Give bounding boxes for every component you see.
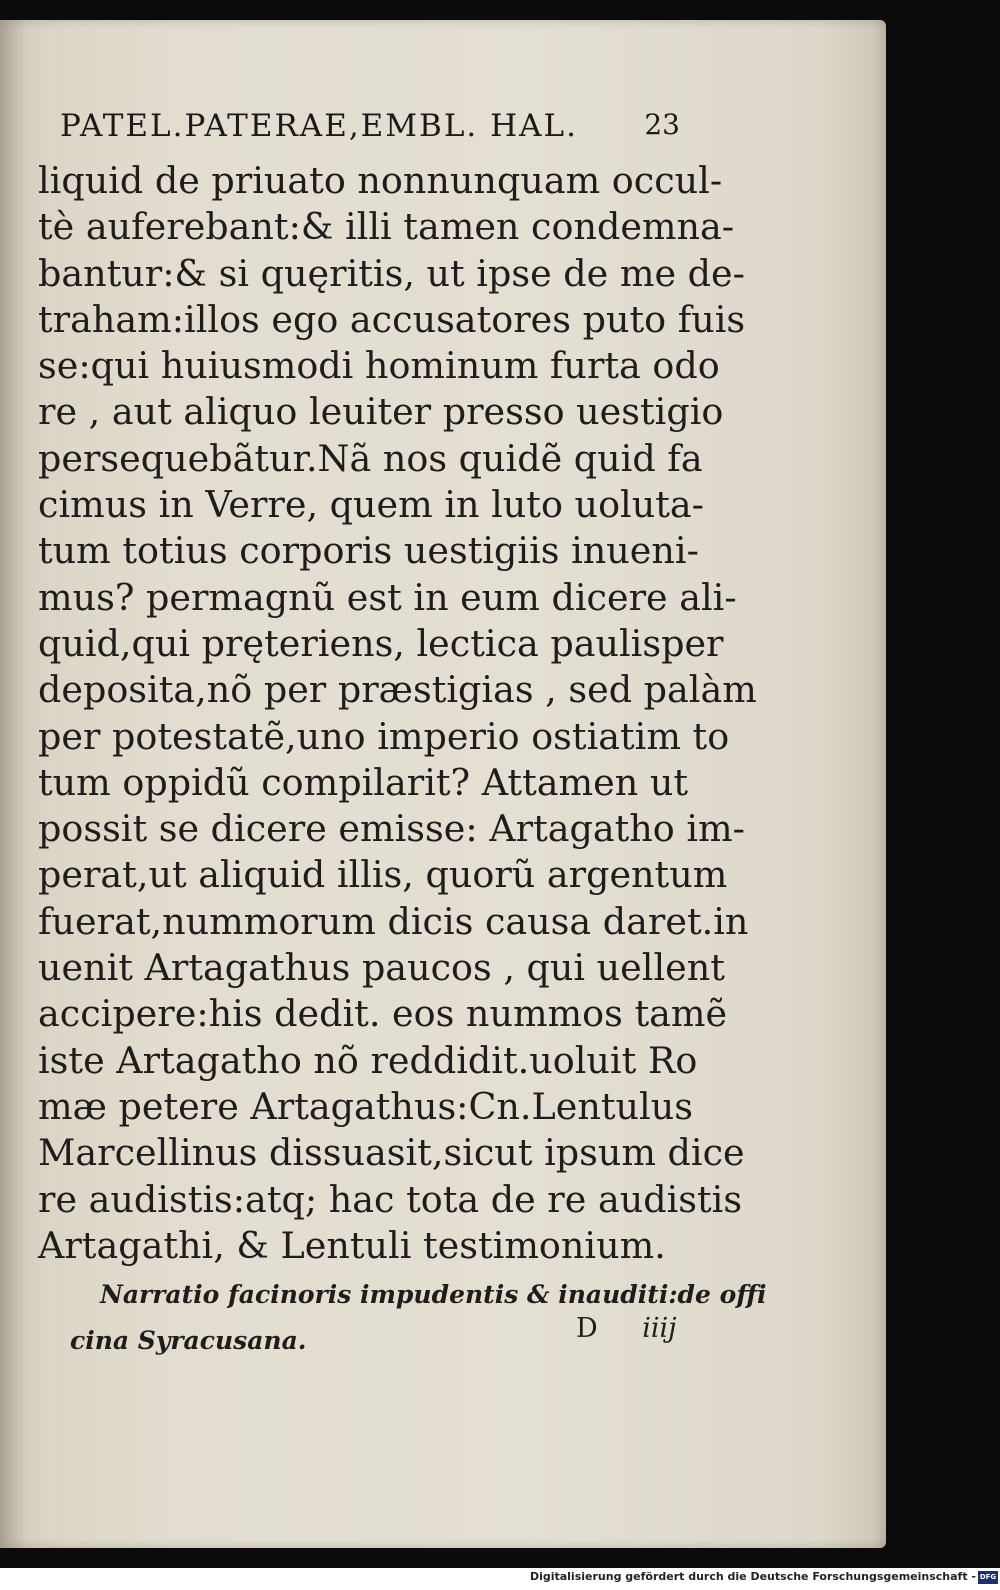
- text-line: se:qui huiusmodi hominum furta odo: [38, 344, 720, 388]
- page-header: [60, 108, 680, 144]
- text-line: possit se dicere emisse: Artagatho im-: [38, 807, 745, 851]
- text-line: persequebãtur.Nã nos quidẽ quid fa: [38, 436, 703, 480]
- text-line: cimus in Verre, quem in luto uoluta-: [38, 483, 704, 527]
- text-line: tum oppidũ compilarit? Attamen ut: [38, 760, 689, 804]
- text-line: Marcellinus dissuasit,sicut ipsum dice: [38, 1131, 745, 1175]
- gutter-shadow: [0, 20, 28, 1548]
- text-line: accipere:his dedit. eos nummos tamẽ: [38, 992, 728, 1036]
- text-line: deposita,nõ per præstigias , sed palàm: [38, 668, 757, 712]
- text-line: traham:illos ego accusatores puto fuis: [38, 297, 746, 341]
- marginal-note-line: Narratio facinoris impudentis & inauditi:de offi: [100, 1280, 767, 1309]
- text-line: re , aut aliquo leuiter presso uestigio: [38, 390, 724, 434]
- text-line: tè auferebant:& illi tamen condemna-: [38, 205, 735, 249]
- signature-number: iiij: [642, 1313, 677, 1344]
- text-line: liquid de priuato nonnunquam occul-: [38, 159, 723, 202]
- text-line: re audistis:atq; hac tota de re audistis: [38, 1177, 743, 1221]
- text-line: tum totius corporis uestigiis inueni-: [38, 529, 699, 573]
- digitization-credit: Digitalisierung gefördert durch die Deutsche Forschungsgemeinschaft -: [529, 1570, 976, 1583]
- text-line: perat,ut aliquid illis, quorũ argentum: [38, 853, 728, 897]
- running-head: PATEL.PATERAE,EMBL. HAL.: [60, 108, 578, 144]
- text-line: bantur:& si quęritis, ut ipse de me de-: [38, 251, 745, 295]
- body-text: [38, 158, 757, 1269]
- text-line: fuerat,nummorum dicis causa daret.in: [38, 899, 749, 943]
- text-line: uenit Artagathus paucos , qui uellent: [38, 946, 725, 990]
- text-line: per potestatẽ,uno imperio ostiatim to: [38, 714, 730, 758]
- signature-mark: [576, 1313, 677, 1344]
- signature-letter: D: [576, 1313, 598, 1344]
- folio-number: 23: [644, 108, 680, 141]
- text-line: mæ petere Artagathus:Cn.Lentulus: [38, 1084, 693, 1128]
- text-line: iste Artagatho nõ reddidit.uoluit Ro: [38, 1038, 698, 1082]
- text-line: quid,qui pręteriens, lectica paulisper: [38, 621, 724, 665]
- footer-bar: [0, 1568, 1000, 1590]
- text-line: Artagathi, & Lentuli testimonium.: [38, 1223, 666, 1267]
- dfg-logo: DFG: [978, 1571, 998, 1584]
- text-line: mus? permagnũ est in eum dicere ali-: [38, 575, 737, 619]
- book-page: [0, 20, 886, 1548]
- marginal-note-line: cina Syracusana.: [70, 1326, 307, 1355]
